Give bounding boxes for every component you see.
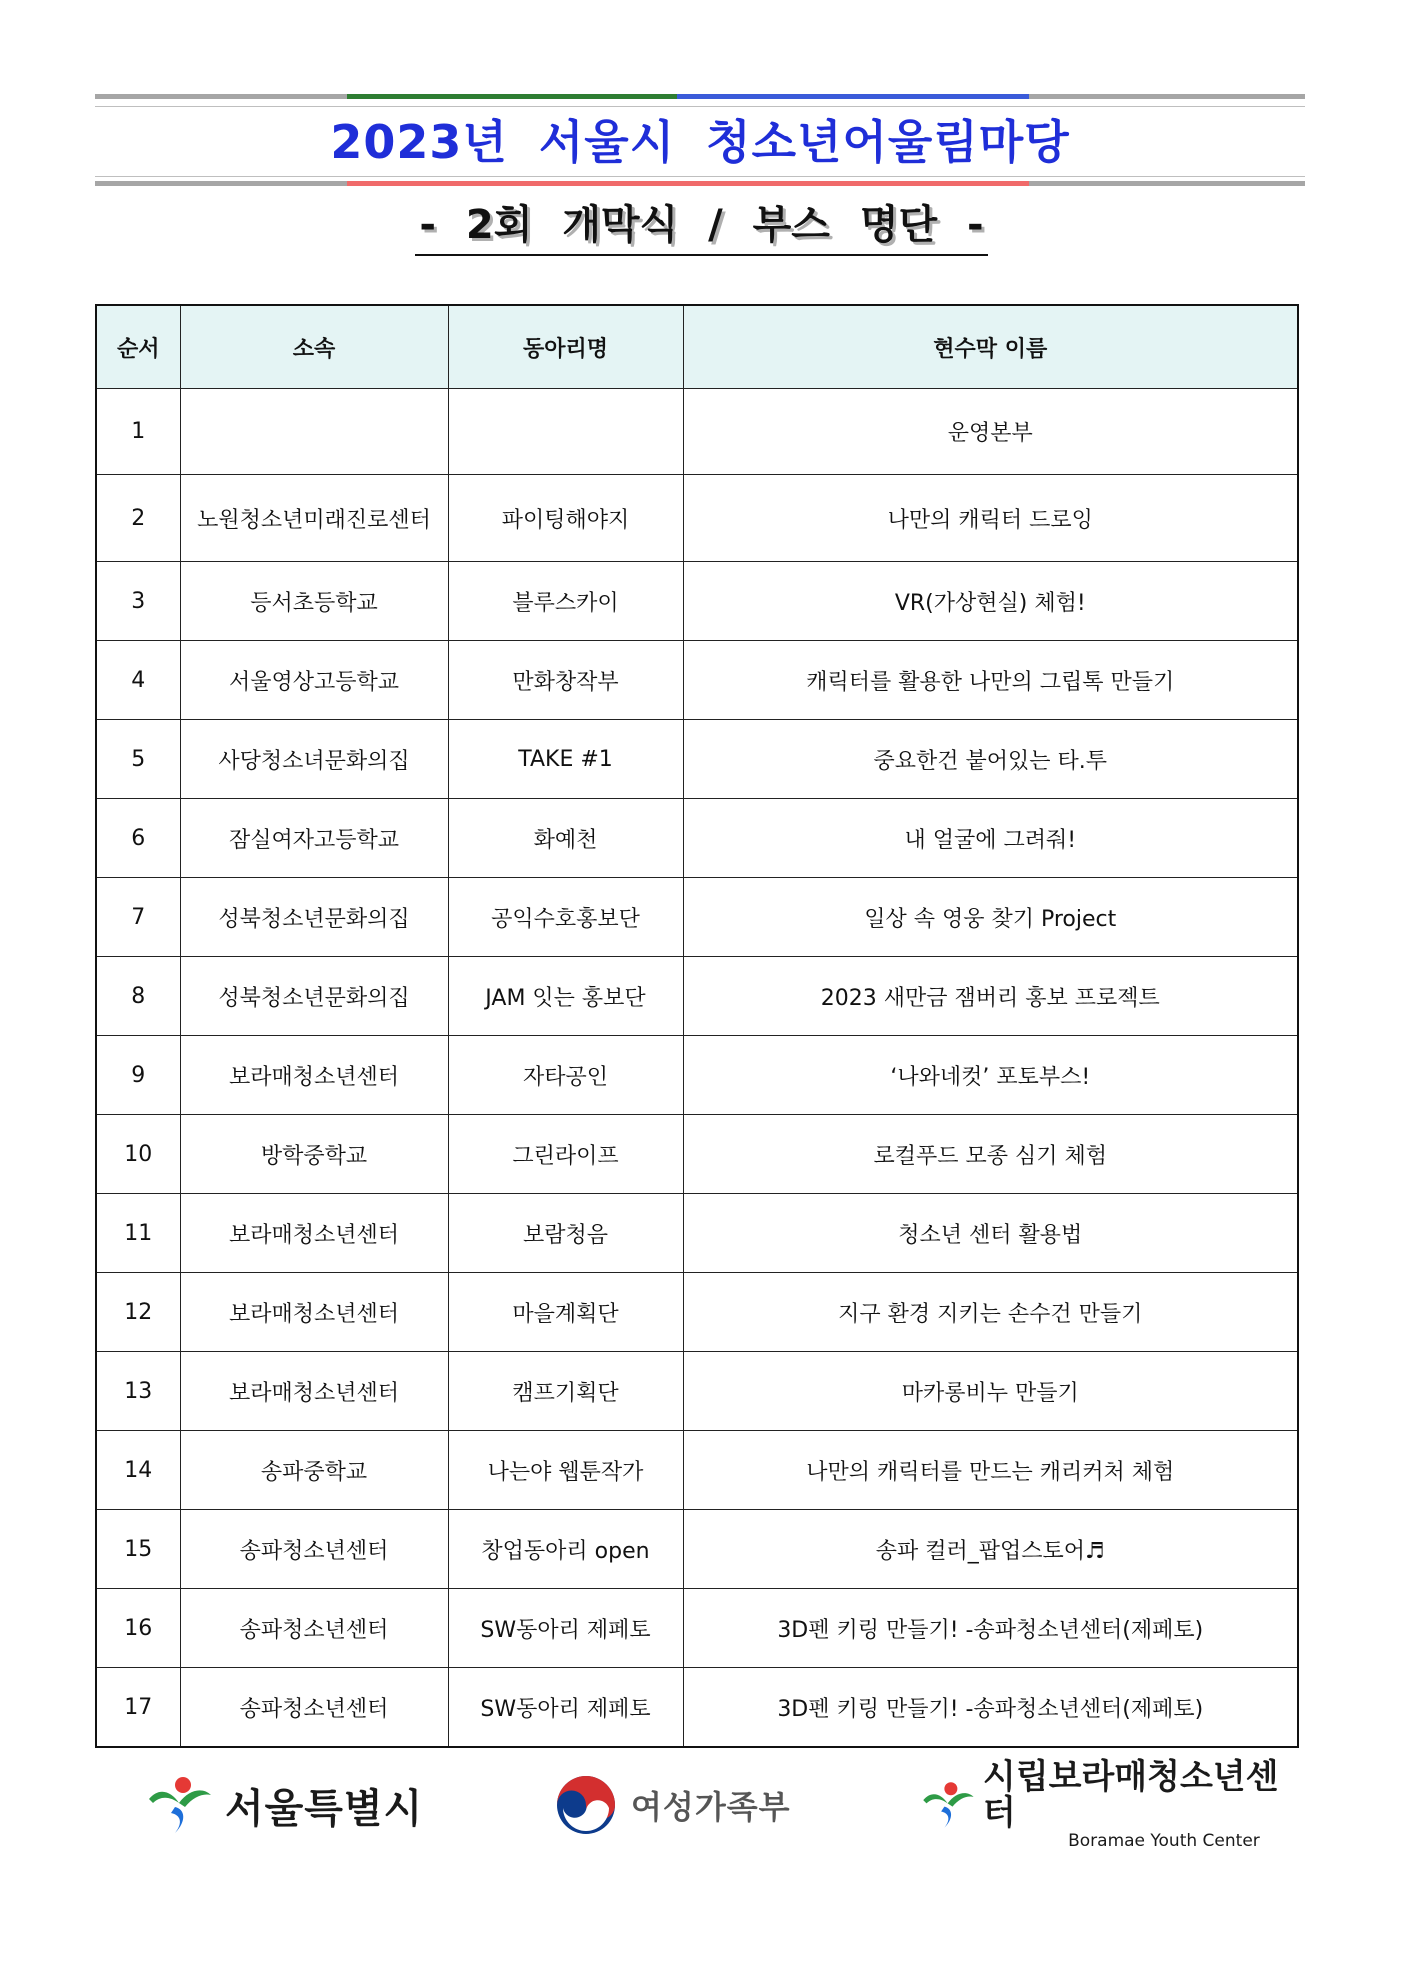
cell-affiliation: 등서초등학교	[180, 562, 448, 641]
table-row	[96, 1115, 1298, 1194]
cell-order: 13	[96, 1352, 180, 1431]
cell-order: 1	[96, 389, 180, 475]
cell-club: 파이팅해야지	[448, 475, 683, 562]
cell-affiliation	[180, 389, 448, 475]
cell-banner: 마카롱비누 만들기	[683, 1352, 1298, 1431]
header-bottom-rule	[95, 176, 1305, 190]
cell-affiliation: 보라매청소년센터	[180, 1036, 448, 1115]
header-affiliation: 소속	[180, 305, 448, 389]
table-row	[96, 475, 1298, 562]
cell-banner: 로컬푸드 모종 심기 체험	[683, 1115, 1298, 1194]
cell-club: JAM 잇는 홍보단	[448, 957, 683, 1036]
cell-affiliation: 보라매청소년센터	[180, 1194, 448, 1273]
cell-order: 4	[96, 641, 180, 720]
cell-banner: ‘나와네컷’ 포토부스!	[683, 1036, 1298, 1115]
mogef-logo-text: 여성가족부	[631, 1788, 791, 1826]
cell-order: 15	[96, 1510, 180, 1589]
cell-affiliation: 사당청소녀문화의집	[180, 720, 448, 799]
subtitle-wrap	[0, 198, 1403, 256]
table-row	[96, 1273, 1298, 1352]
top-blue-segment	[677, 94, 1029, 99]
cell-club: TAKE #1	[448, 720, 683, 799]
cell-order: 2	[96, 475, 180, 562]
cell-order: 14	[96, 1431, 180, 1510]
cell-banner: 청소년 센터 활용법	[683, 1194, 1298, 1273]
cell-club: 마을계획단	[448, 1273, 683, 1352]
cell-order: 6	[96, 799, 180, 878]
cell-affiliation: 보라매청소년센터	[180, 1273, 448, 1352]
header-order: 순서	[96, 305, 180, 389]
cell-order: 17	[96, 1668, 180, 1748]
cell-club: 창업동아리 open	[448, 1510, 683, 1589]
cell-club: 보람청음	[448, 1194, 683, 1273]
table-row	[96, 1194, 1298, 1273]
cell-banner: 송파 컬러_팝업스토어♬	[683, 1510, 1298, 1589]
booth-roster-table	[95, 304, 1299, 1748]
top-green-segment	[347, 94, 677, 99]
cell-banner: 운영본부	[683, 389, 1298, 475]
cell-banner: 중요한건 붙어있는 타.투	[683, 720, 1298, 799]
cell-banner: 지구 환경 지키는 손수건 만들기	[683, 1273, 1298, 1352]
cell-club: 그린라이프	[448, 1115, 683, 1194]
cell-banner: 캐릭터를 활용한 나만의 그립톡 만들기	[683, 641, 1298, 720]
cell-order: 8	[96, 957, 180, 1036]
cell-order: 5	[96, 720, 180, 799]
cell-affiliation: 송파청소년센터	[180, 1510, 448, 1589]
cell-affiliation: 서울영상고등학교	[180, 641, 448, 720]
cell-order: 10	[96, 1115, 180, 1194]
cell-club: SW동아리 제페토	[448, 1589, 683, 1668]
table-row	[96, 1036, 1298, 1115]
boramae-logo	[920, 1757, 1305, 1851]
cell-affiliation: 노원청소년미래진로센터	[180, 475, 448, 562]
cell-order: 3	[96, 562, 180, 641]
cell-affiliation: 송파청소년센터	[180, 1589, 448, 1668]
cell-order: 7	[96, 878, 180, 957]
cell-club: 나는야 웹툰작가	[448, 1431, 683, 1510]
mogef-logo	[555, 1770, 791, 1840]
header-banner-name: 현수막 이름	[683, 305, 1298, 389]
table-row	[96, 641, 1298, 720]
cell-affiliation: 성북청소년문화의집	[180, 957, 448, 1036]
cell-club: 화예천	[448, 799, 683, 878]
cell-banner: VR(가상현실) 체험!	[683, 562, 1298, 641]
cell-affiliation: 성북청소년문화의집	[180, 878, 448, 957]
cell-order: 11	[96, 1194, 180, 1273]
footer-logos	[95, 1757, 1305, 1851]
table-row	[96, 562, 1298, 641]
cell-club: 만화창작부	[448, 641, 683, 720]
cell-club: SW동아리 제페토	[448, 1668, 683, 1748]
cell-banner: 나만의 캐릭터 드로잉	[683, 475, 1298, 562]
table-row	[96, 1431, 1298, 1510]
cell-club: 블루스카이	[448, 562, 683, 641]
cell-banner: 일상 속 영웅 찾기 Project	[683, 878, 1298, 957]
table-row	[96, 799, 1298, 878]
seoul-logo	[145, 1770, 423, 1840]
cell-banner: 3D펜 키링 만들기! -송파청소년센터(제페토)	[683, 1589, 1298, 1668]
cell-affiliation: 송파청소년센터	[180, 1668, 448, 1748]
cell-club: 자타공인	[448, 1036, 683, 1115]
cell-club: 캠프기획단	[448, 1352, 683, 1431]
header-club-name: 동아리명	[448, 305, 683, 389]
table-row	[96, 957, 1298, 1036]
table-row	[96, 389, 1298, 475]
table-header-row	[96, 305, 1298, 389]
bottom-thin-line	[95, 176, 1305, 177]
boramae-logo-name: 시립보라매청소년센터	[982, 1757, 1279, 1833]
cell-banner: 나만의 캐릭터를 만드는 캐리커처 체험	[683, 1431, 1298, 1510]
cell-affiliation: 잠실여자고등학교	[180, 799, 448, 878]
cell-banner: 3D펜 키링 만들기! -송파청소년센터(제페토)	[683, 1668, 1298, 1748]
table-row	[96, 1589, 1298, 1668]
cell-affiliation: 보라매청소년센터	[180, 1352, 448, 1431]
document-subtitle: - 2회 개막식 / 부스 명단 -	[415, 198, 987, 256]
boramae-logo-english: Boramae Youth Center	[1068, 1831, 1260, 1851]
table-row	[96, 878, 1298, 957]
cell-banner: 내 얼굴에 그려줘!	[683, 799, 1298, 878]
table-row	[96, 1510, 1298, 1589]
document-title: 2023년 서울시 청소년어울림마당	[330, 115, 1070, 169]
cell-order: 16	[96, 1589, 180, 1668]
cell-affiliation: 송파중학교	[180, 1431, 448, 1510]
table-row	[96, 1668, 1298, 1748]
cell-order: 9	[96, 1036, 180, 1115]
cell-club: 공익수호홍보단	[448, 878, 683, 957]
seoul-emblem-icon	[145, 1773, 215, 1837]
boramae-logo-text-group	[983, 1759, 1305, 1851]
table-row	[96, 720, 1298, 799]
taegeuk-icon	[555, 1774, 617, 1836]
boramae-emblem-icon	[920, 1776, 977, 1834]
cell-banner: 2023 새만금 잼버리 홍보 프로젝트	[683, 957, 1298, 1036]
seoul-logo-text: 서울특별시	[225, 1785, 424, 1832]
cell-club	[448, 389, 683, 475]
bottom-red-segment	[347, 181, 1029, 186]
table-row	[96, 1352, 1298, 1431]
cell-affiliation: 방학중학교	[180, 1115, 448, 1194]
cell-order: 12	[96, 1273, 180, 1352]
